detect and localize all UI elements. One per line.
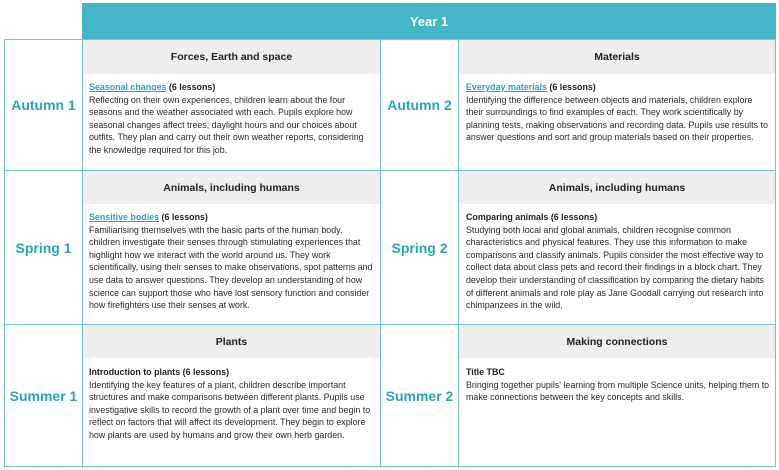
year-header: Year 1 [82, 3, 776, 39]
unit-title [466, 81, 770, 94]
term-label: Spring 1 [15, 239, 72, 256]
unit-description: Familiarising themselves with the basic parts of the human body, children investigate their senses through stimulating experiences that highlight how we interact with the world around us. They work scientifically, using their senses to make observations, spot patterns and use data to answer questions. They develop an understanding of how science can support those who have lost sensory function and consider how firefighters use their senses at work. [89, 224, 373, 311]
unit-heading: Materials [459, 40, 775, 74]
unit-title [89, 211, 375, 224]
unit-description: Studying both local and global animals, children recognise common characteristics and physical features. They use this information to make comparisons and classify animals. Pupils consider the most effective way to collect data about class pets and record their findings in a block chart. They develop their understanding of classification by comparing the dietary habits of different animals and role play as Jane Goodall carrying out research into chimpanzees in the wild. [466, 224, 764, 311]
unit-title-text: Title TBC [466, 367, 505, 377]
unit-title [466, 366, 770, 379]
lesson-count: (6 lessons) [159, 212, 208, 222]
unit-description: Identifying the key features of a plant, children describe important structures and make comparisons between different plants. Pupils use investigative skills to record the growth of a plant over time and begin to reflect on factors that will affect its development. They begin to explore how plants are used by humans and grow their own herb garden. [89, 379, 371, 440]
unit-description: Identifying the difference between objects and materials, children explore their surroundings to find examples of each. They work scientifically by planning tests, making observations and recording data. Pupils use results to answer questions and sort and group materials based on their properties. [466, 94, 768, 143]
divider [458, 39, 459, 467]
unit-title-text: Introduction to plants (6 lessons) [89, 367, 230, 377]
unit-cell [89, 211, 375, 312]
unit-description: Reflecting on their own experiences, children learn about the four seasons and the weather associated with each. Pupils explore how seasonal changes affect trees, daylight hours and our choices about outfits. They plan and carry out their own weather reports, considering the knowledge required for this job. [89, 94, 364, 155]
unit-cell [89, 366, 375, 442]
unit-title [89, 366, 375, 379]
unit-heading: Making connections [459, 325, 775, 358]
unit-heading: Forces, Earth and space [83, 40, 380, 74]
unit-cell [466, 211, 770, 312]
unit-cell [466, 81, 770, 144]
term-label: Summer 1 [9, 387, 78, 404]
term-label: Summer 2 [385, 387, 454, 404]
unit-link[interactable]: Everyday materials [466, 82, 547, 92]
unit-title [89, 81, 375, 94]
lesson-count: (6 lessons) [546, 82, 596, 92]
unit-link[interactable]: Seasonal changes [89, 82, 167, 92]
unit-description: Bringing together pupils' learning from multiple Science units, helping them to make connections between the key concepts and skills. [466, 379, 770, 403]
divider [82, 39, 83, 467]
term-label: Autumn 2 [387, 97, 452, 113]
term-label: Autumn 1 [11, 97, 76, 113]
unit-heading: Plants [83, 325, 380, 358]
unit-heading: Animals, including humans [459, 171, 775, 204]
unit-cell [89, 81, 375, 157]
unit-title [466, 211, 770, 224]
unit-cell [466, 366, 770, 404]
unit-link[interactable]: Sensitive bodies [89, 212, 160, 222]
unit-title-text: Comparing animals (6 lessons) [466, 212, 598, 222]
lesson-count: (6 lessons) [166, 82, 216, 92]
term-label: Spring 2 [391, 239, 448, 256]
unit-heading: Animals, including humans [83, 171, 380, 204]
